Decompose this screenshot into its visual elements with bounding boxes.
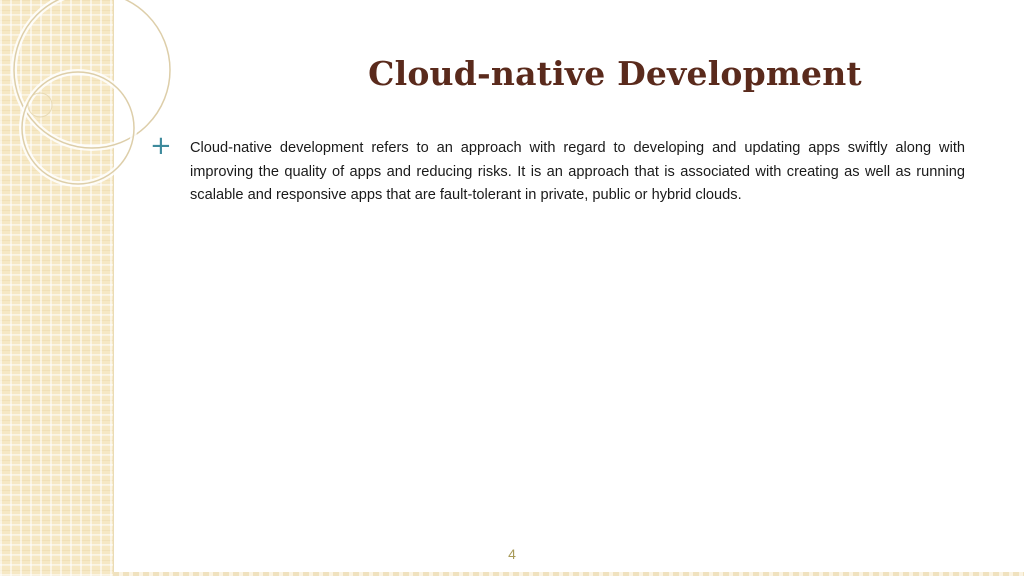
slide-title: Cloud-native Development [368,54,862,93]
plus-icon: + [150,131,172,161]
bullet-item [150,131,965,208]
page-number: 4 [508,546,516,562]
bullet-text: Cloud-native development refers to an approach with regard to developing and updating apps swiftly along with improving the quality of apps and reducing risks. It is an approach that is associated with creating as well as running scalable and responsive apps that are fault-tolerant in private, public or hybrid clouds. [190,140,965,204]
decorative-side-panel [0,0,114,576]
decorative-bottom-strip [113,572,1024,576]
